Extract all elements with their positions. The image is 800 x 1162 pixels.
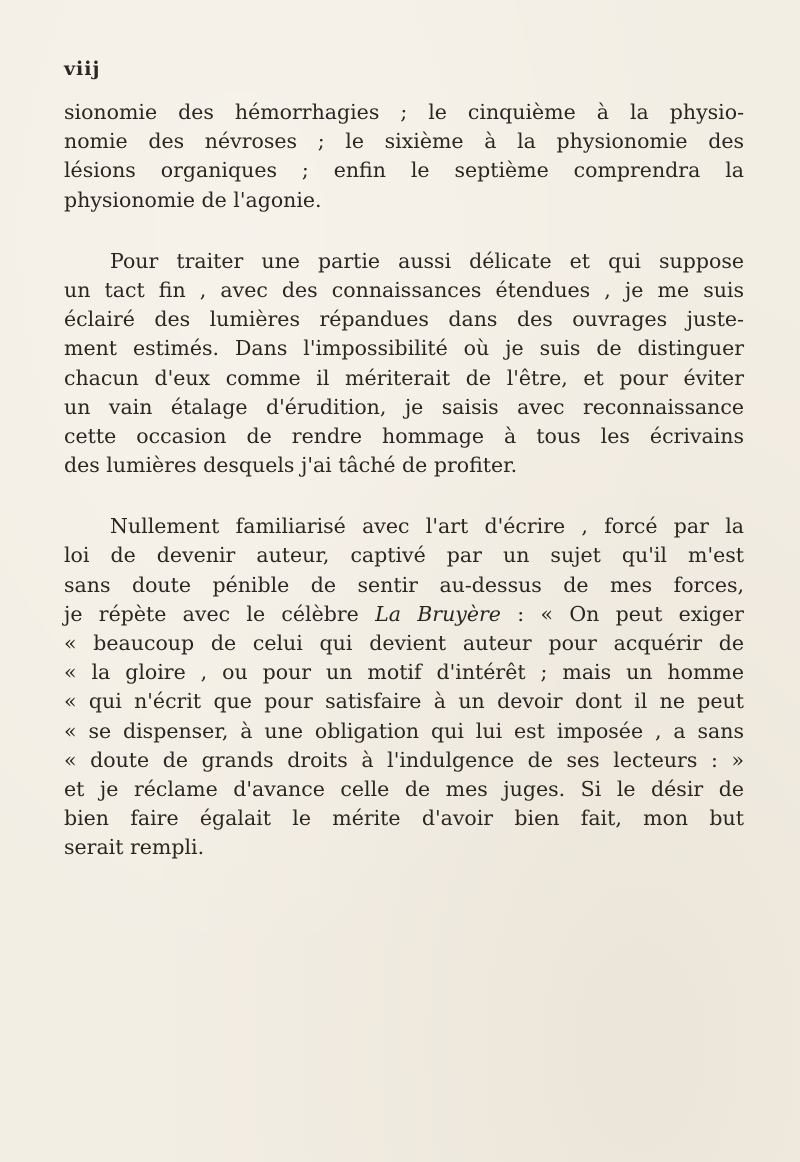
text-line: des lumières desquels j'ai tâché de profiter. bbox=[64, 453, 518, 478]
quote-line: « la gloire , ou pour un motif d'intérêt ; mais un homme bbox=[64, 660, 744, 685]
quote-line: « qui n'écrit que pour satisfaire à un devoir dont il ne peut bbox=[64, 689, 744, 714]
text-line: nomie des névroses ; le sixième à la physionomie des bbox=[64, 129, 744, 154]
text-line: loi de devenir auteur, captivé par un sujet qu'il m'est bbox=[64, 543, 744, 568]
paragraph-3 bbox=[64, 512, 744, 862]
cited-author: La Bruyère bbox=[375, 601, 501, 626]
text-line: lésions organiques ; enfin le septième comprendra la bbox=[64, 158, 744, 183]
text-line: sionomie des hémorrhagies ; le cinquième à la physio- bbox=[64, 100, 744, 124]
paragraph-1 bbox=[64, 98, 744, 215]
text-segment: je répète avec le célèbre bbox=[64, 601, 376, 626]
text-line: sans doute pénible de sentir au-dessus de mes forces, bbox=[64, 572, 744, 597]
page-number: viij bbox=[64, 58, 101, 80]
text-line: Pour traiter une partie aussi délicate et qui suppose bbox=[110, 248, 744, 273]
quote-line: « doute de grands droits à l'indulgence de ses lecteurs : » bbox=[64, 747, 744, 772]
text-line: un vain étalage d'érudition, je saisis avec reconnaissance bbox=[64, 394, 744, 419]
text-line: serait rempli. bbox=[64, 835, 205, 860]
text-line: bien faire égalait le mérite d'avoir bien fait, mon but bbox=[64, 806, 744, 831]
text-line: physionomie de l'agonie. bbox=[64, 187, 322, 212]
text-line-with-citation bbox=[64, 600, 744, 629]
text-line: un tact fin , avec des connaissances étendues , je me suis bbox=[64, 277, 744, 302]
text-line: éclairé des lumières répandues dans des ouvrages juste- bbox=[64, 307, 744, 332]
text-line: ment estimés. Dans l'impossibilité où je suis de distinguer bbox=[64, 336, 744, 361]
body-text bbox=[64, 98, 744, 863]
quote-line: « beaucoup de celui qui devient auteur pour acquérir de bbox=[64, 631, 744, 655]
text-line: et je réclame d'avance celle de mes juges. Si le désir de bbox=[64, 776, 744, 801]
text-line: cette occasion de rendre hommage à tous les écrivains bbox=[64, 423, 744, 448]
quote-line: « se dispenser, à une obligation qui lui est imposée , a sans bbox=[64, 718, 744, 743]
text-line: Nullement familiarisé avec l'art d'écrire , forcé par la bbox=[110, 514, 744, 539]
text-segment: : « On peut exiger bbox=[500, 601, 744, 626]
text-line: chacun d'eux comme il mériterait de l'être, et pour éviter bbox=[64, 365, 744, 390]
paragraph-2 bbox=[64, 247, 744, 481]
